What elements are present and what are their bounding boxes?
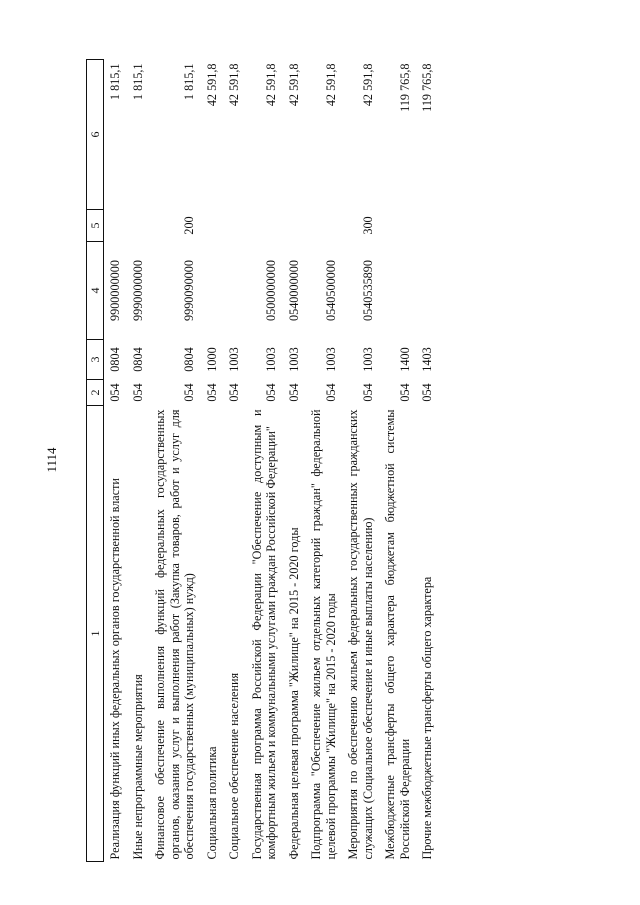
row-rz-code: 1003	[323, 347, 338, 372]
row-rz-code: 0804	[182, 347, 196, 372]
table-row	[127, 60, 150, 862]
header-col-6: 6	[87, 60, 104, 210]
row-csr-code	[201, 242, 224, 340]
header-col-5: 5	[87, 210, 104, 242]
row-rz-code: 1403	[420, 347, 434, 372]
row-gr-code: 054	[227, 383, 241, 402]
header-col-1: 1	[87, 406, 104, 862]
row-gr-code: 054	[108, 383, 122, 402]
row-gr-code: 054	[264, 383, 278, 402]
row-name: Реализация функций иных федеральных органов государственной власти	[108, 478, 122, 860]
table-row	[379, 60, 416, 862]
table-row	[342, 60, 379, 862]
row-name: Финансовое обеспечение выполнения функций федеральных государственных органов, оказания услуг и выполнения работ (Закупка товаров, работ и услуг для обеспечения государственных (муниципальных) нужд)	[153, 409, 196, 860]
table-row	[201, 60, 224, 862]
row-gr-code: 054	[130, 383, 145, 402]
row-amount: 42 591,8	[286, 63, 301, 107]
header-col-2: 2	[87, 380, 104, 406]
row-amount: 42 591,8	[227, 63, 241, 107]
row-rz-code: 0804	[130, 347, 145, 372]
row-name: Социальная политика	[204, 746, 219, 860]
row-csr-code: 0540535890	[360, 260, 375, 321]
row-amount: 42 591,8	[204, 63, 219, 107]
page-number: 1114	[44, 447, 59, 473]
table-body	[104, 60, 439, 862]
row-gr-code: 054	[420, 383, 434, 402]
row-gr-code: 054	[204, 383, 219, 402]
row-vr-code	[201, 210, 224, 242]
row-rz-code: 1003	[360, 347, 375, 372]
row-name: Социальное обеспечение населения	[227, 672, 241, 860]
row-name: Государственная программа Российской Федерации "Обеспечение доступным и комфортным жильем и коммунальными услугами граждан Российской Федерации"	[249, 409, 278, 860]
row-vr-code: 300	[360, 216, 375, 235]
table-row	[416, 60, 439, 862]
row-rz-code: 1003	[227, 347, 241, 372]
row-vr-code	[416, 210, 439, 242]
row-amount: 1 815,1	[108, 63, 122, 101]
row-gr-code: 054	[323, 383, 338, 402]
table-row	[305, 60, 342, 862]
row-amount: 1 815,1	[130, 63, 145, 101]
row-amount: 119 765,8	[397, 63, 412, 112]
table-row	[283, 60, 306, 862]
row-name: Межбюджетные трансферты общего характера бюджетам бюджетной системы Российской Федерации	[383, 409, 412, 860]
row-vr-code	[104, 210, 127, 242]
row-vr-code: 200	[182, 216, 196, 235]
row-csr-code: 9990090000	[182, 260, 196, 321]
row-name: Мероприятия по обеспечению жильем федеральных государственных гражданских служащих (Социальное обеспечение и иные выплаты населению)	[346, 409, 375, 860]
row-csr-code: 9900000000	[108, 260, 122, 321]
row-csr-code: 0540500000	[323, 260, 338, 321]
row-amount: 42 591,8	[360, 63, 375, 107]
row-rz-code: 1000	[204, 347, 219, 372]
row-name: Федеральная целевая программа "Жилище" на 2015 - 2020 годы	[286, 527, 301, 860]
row-amount: 1 815,1	[182, 63, 196, 101]
row-vr-code	[223, 210, 246, 242]
row-gr-code: 054	[360, 383, 375, 402]
header-col-3: 3	[87, 340, 104, 380]
row-vr-code	[379, 210, 416, 242]
table-row	[223, 60, 246, 862]
row-amount: 42 591,8	[323, 63, 338, 107]
row-csr-code	[223, 242, 246, 340]
row-csr-code	[416, 242, 439, 340]
row-vr-code	[127, 210, 150, 242]
budget-table-rotated	[86, 60, 586, 862]
row-vr-code	[283, 210, 306, 242]
header-row	[87, 60, 104, 862]
row-rz-code: 0804	[108, 347, 122, 372]
row-csr-code	[379, 242, 416, 340]
row-csr-code: 0540000000	[286, 260, 301, 321]
row-gr-code: 054	[286, 383, 301, 402]
row-vr-code	[305, 210, 342, 242]
table-row	[246, 60, 283, 862]
row-name: Прочие межбюджетные трансферты общего характера	[420, 576, 434, 860]
row-gr-code: 054	[397, 383, 412, 402]
row-csr-code: 9990000000	[130, 260, 145, 321]
row-rz-code: 1003	[264, 347, 278, 372]
row-rz-code: 1003	[286, 347, 301, 372]
table-row	[104, 60, 127, 862]
row-csr-code: 0500000000	[264, 260, 278, 321]
row-name: Иные непрограммные мероприятия	[130, 674, 145, 860]
table-row	[149, 60, 201, 862]
row-rz-code: 1400	[397, 347, 412, 372]
row-name: Подпрограмма "Обеспечение жильем отдельных категорий граждан" федеральной целевой программы "Жилище" на 2015 - 2020 годы	[309, 409, 338, 860]
row-amount: 42 591,8	[264, 63, 278, 107]
row-amount: 119 765,8	[420, 63, 434, 112]
header-col-4: 4	[87, 242, 104, 340]
row-gr-code: 054	[182, 383, 196, 402]
budget-table	[86, 59, 439, 862]
row-vr-code	[246, 210, 283, 242]
